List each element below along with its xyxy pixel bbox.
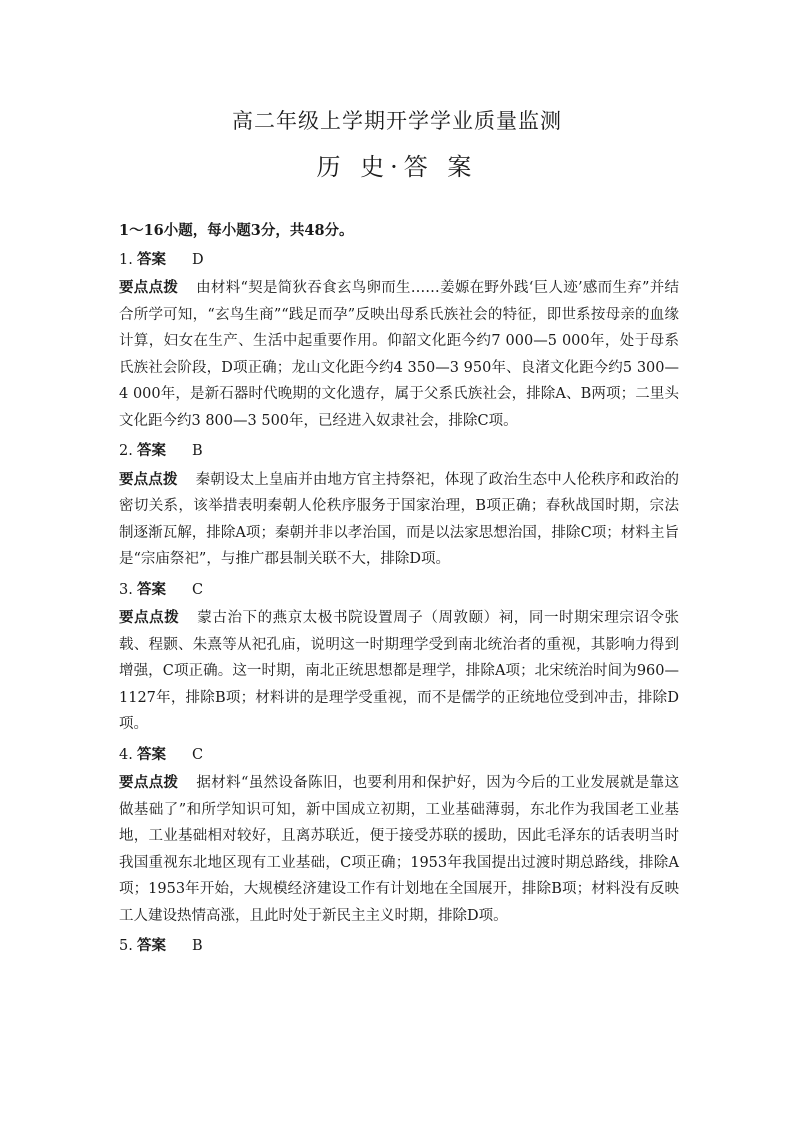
explanation-label: 要点点拨 [119,279,179,296]
question-answer-row [119,577,679,604]
answer-label: 答案 [137,745,166,763]
question-answer-row [119,933,679,960]
question-answer-row [119,742,679,769]
explanation-text: 据材料“虽然设备陈旧，也要利用和保护好，因为今后的工业发展就是靠这做基础了”和所学知识可知，新中国成立初期，工业基础薄弱，东北作为我国老工业基地，工业基础相对较好，且离苏联近，便于接受苏联的援助，因此毛泽东的话表明当时我国重视东北地区现有工业基础，C项正确；1953年我国提出过渡时期总路线，排除A项；1953年开始，大规模经济建设工作有计划地在全国展开，排除B项；材料没有反映工人建设热情高涨，且此时处于新民主主义时期，排除D项。 [119,775,679,924]
question-answer-row [119,247,679,274]
question-number: 1. [119,251,133,268]
question-explanation [119,467,679,573]
explanation-text: 蒙古治下的燕京太极书院设置周子（周敦颐）祠，同一时期宋理宗诏令张载、程颢、朱熹等从祀孔庙，说明这一时期理学受到南北统治者的重视，其影响力得到增强，C项正确。这一时期，南北正统思想都是理学，排除A项；北宋统治时间为960—1127年，排除B项；材料讲的是理学受重视，而不是儒学的正统地位受到冲击，排除D项。 [119,610,680,732]
answer-label: 答案 [137,937,166,954]
question-answer-row [119,438,679,465]
answer-value: B [192,443,203,459]
answer-label: 答案 [137,442,166,459]
explanation-text: 秦朝设太上皇庙并由地方官主持祭祀，体现了政治生态中人伦秩序和政治的密切关系，该举措表明秦朝人伦秩序服务于国家治理，B项正确；春秋战国时期，宗法制逐渐瓦解，排除A项；秦朝并非以孝治国，而是以法家思想治国，排除C项；材料主旨是“宗庙祭祀”，与推广郡县制关联不大，排除D项。 [119,471,680,567]
question-number: 2. [119,443,133,459]
answer-label: 答案 [137,580,166,598]
explanation-label: 要点点拨 [119,470,178,488]
question-number: 4. [119,746,133,763]
question-number: 3. [119,581,133,598]
page-subtitle: 历 史·答 案 [316,153,478,181]
question-explanation [119,770,679,929]
answer-value: D [192,251,204,268]
page-title: 高二年级上学期开学学业质量监测 [232,109,562,133]
answer-value: C [192,581,204,598]
answer-label: 答案 [137,250,166,268]
explanation-text: 由材料“契是简狄吞食玄鸟卵而生……姜嫄在野外践‘巨人迹’感而生弃”并结合所学可知，“玄鸟生商”“践足而孕”反映出母系氏族社会的特征，即世系按母亲的血缘计算，妇女在生产、生活中起重要作用。仰韶文化距今约7 000—5 000年，处于母系氏族社会阶段，D项正确；龙山文化距今约4 350—3 950年、良渚文化距今约5 300—4 000年，是新石器时代晚期的文化遗存，属于父系氏族社会，排除A、B两项；二里头文化距今约3 800—3 500年，已经进入奴隶社会，排除C项。 [119,280,680,429]
explanation-label: 要点点拨 [119,774,179,791]
answer-content [119,218,679,962]
question-explanation [119,605,679,738]
explanation-label: 要点点拨 [119,609,180,626]
section-intro: 1～16小题，每小题3分，共48分。 [119,222,354,239]
answer-value: B [192,938,203,954]
question-number: 5. [119,938,133,954]
question-explanation [119,275,679,434]
answer-value: C [192,746,204,763]
